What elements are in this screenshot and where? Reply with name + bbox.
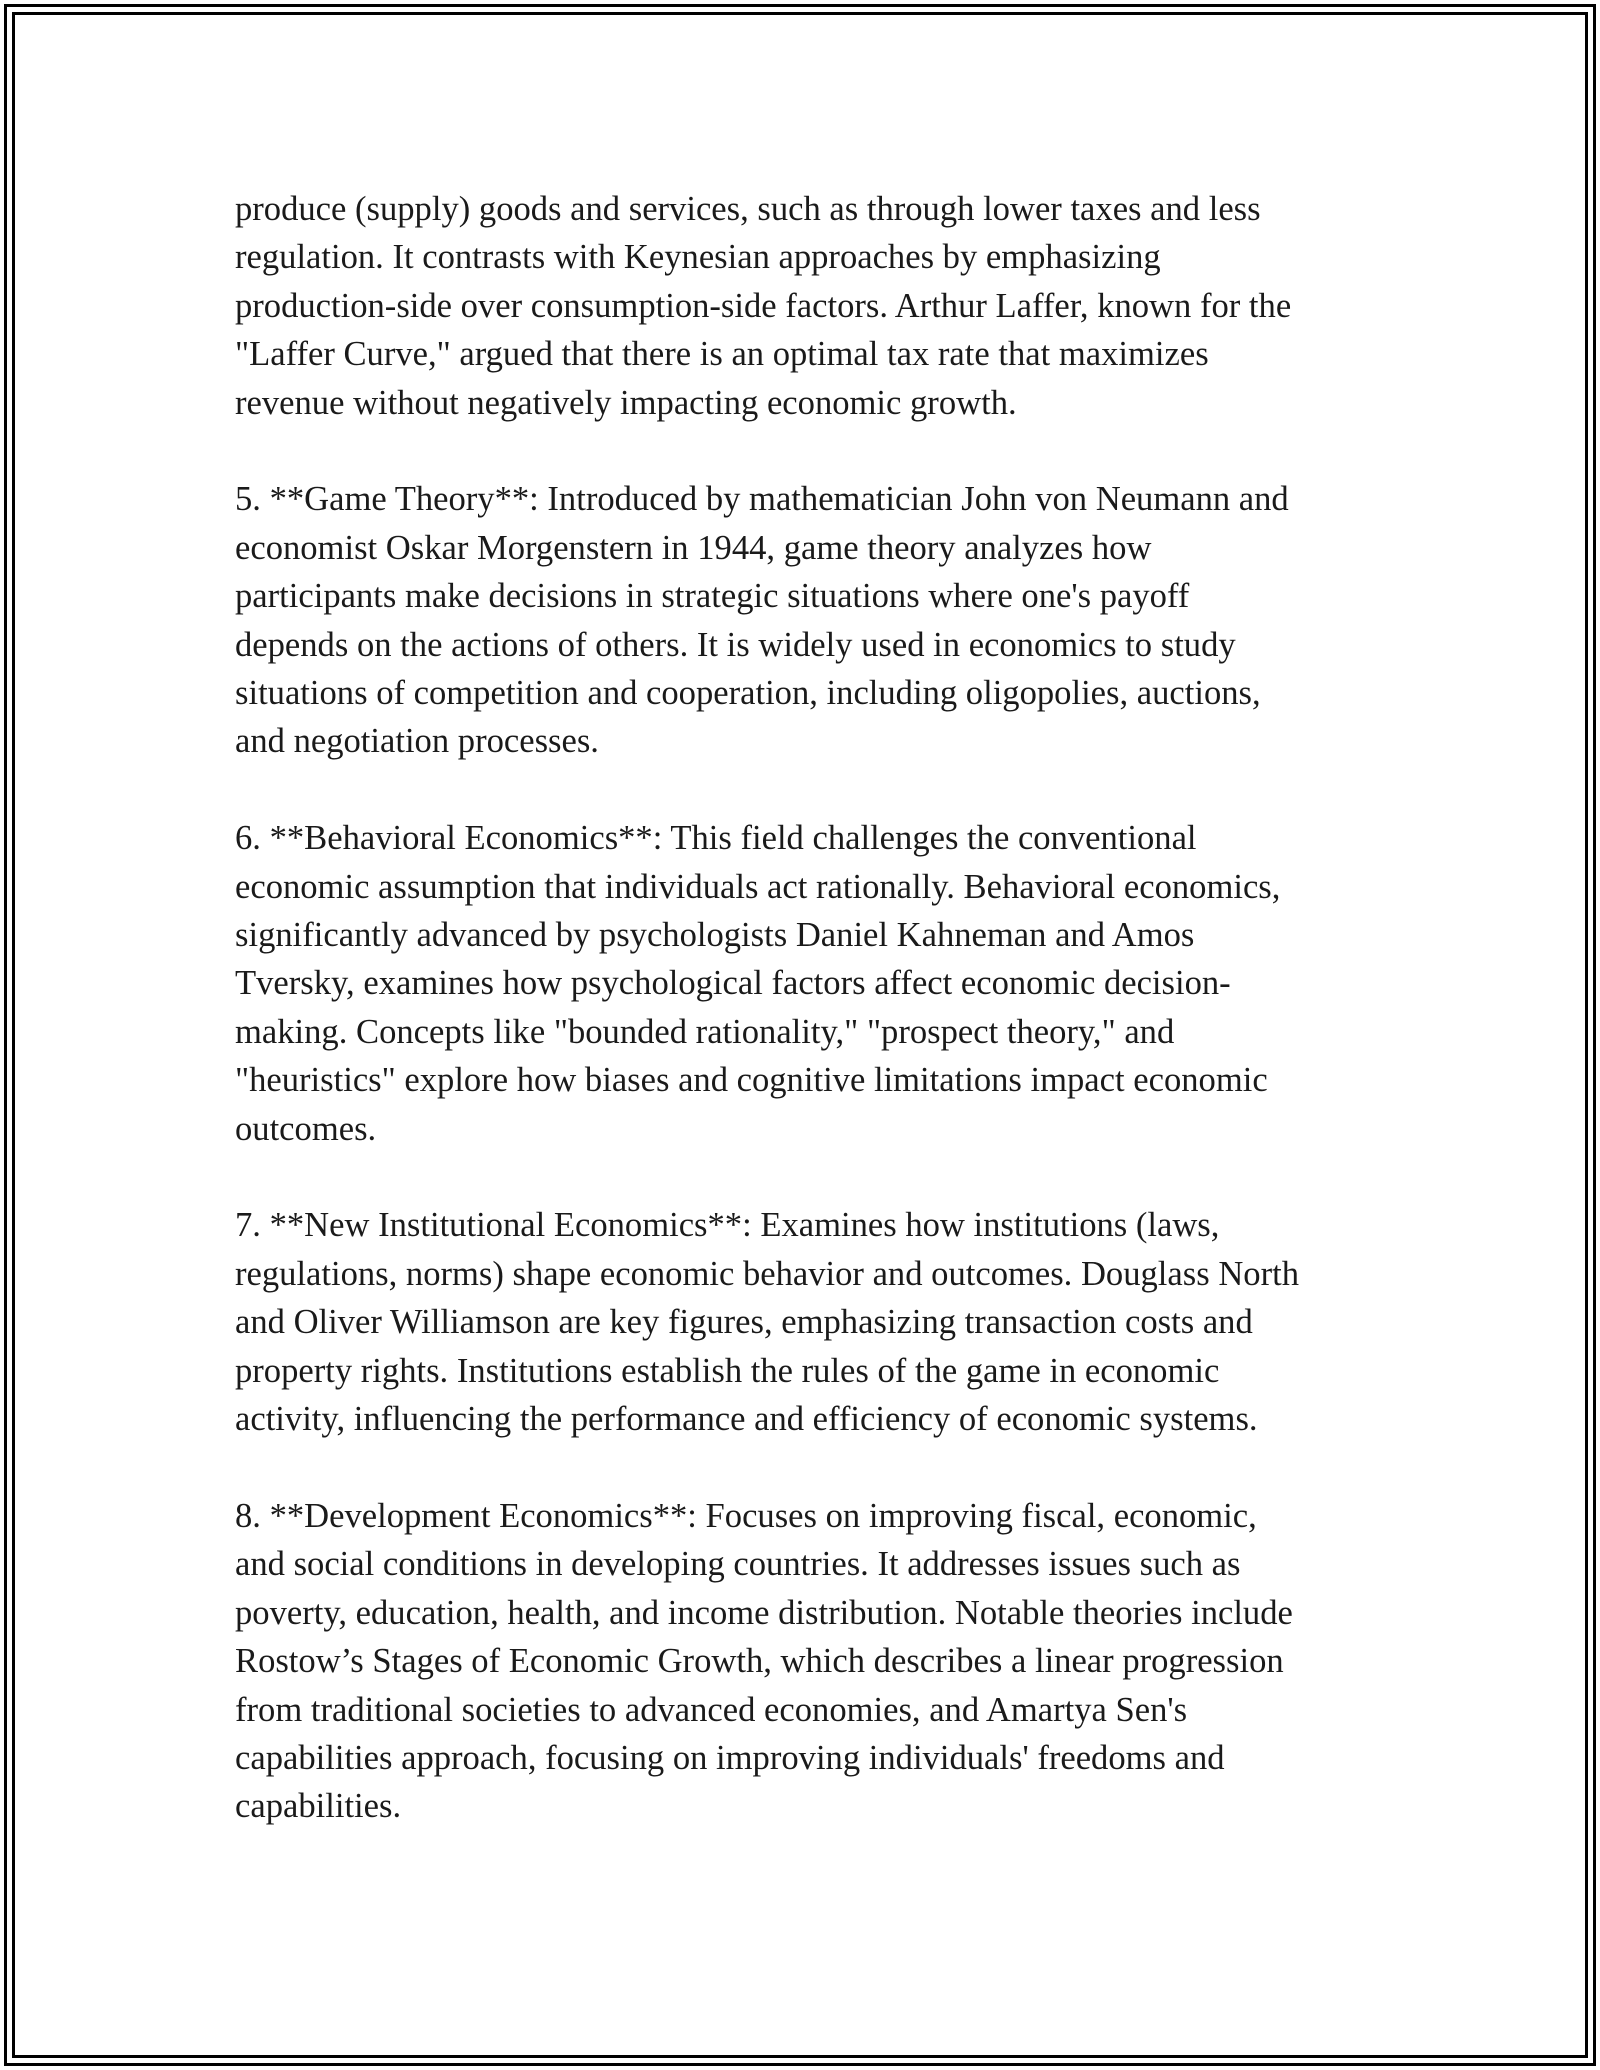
paragraph-behavioral-economics: 6. **Behavioral Economics**: This field challenges the conventional economic assumption that individuals act rationally. Behavioral economics, significantly advanced by psychologists Daniel Kahneman and Amos Tversky, examines how psychological factors affect economic decision- making. Concepts like "bounded rationality," "prospect theory," and "heuristics" explore how biases and cognitive limitations impact economic outcomes. (235, 819, 1281, 1148)
paragraph-supply-side-continued: produce (supply) goods and services, such as through lower taxes and less regulation. It contrasts with Keynesian approaches by emphasizing production-side over consumption-side factors. Arthur Laffer, known for the "Laffer Curve," argued that there is an optimal tax rate that maximizes revenue without negatively impacting economic growth. (235, 190, 1292, 422)
document-body (235, 185, 1375, 1831)
paragraph-new-institutional-economics: 7. **New Institutional Economics**: Examines how institutions (laws, regulations, norms) shape economic behavior and outcomes. Douglass North and Oliver Williamson are key figures, emphasizing transaction costs and property rights. Institutions establish the rules of the game in economic activity, influencing the performance and efficiency of economic systems. (235, 1206, 1299, 1439)
paragraph-development-economics: 8. **Development Economics**: Focuses on improving fiscal, economic, and social conditions in developing countries. It addresses issues such as poverty, education, health, and income distribution. Notable theories include Rostow’s Stages of Economic Growth, which describes a linear progression from traditional societies to advanced economies, and Amartya Sen's capabilities approach, focusing on improving individuals' freedoms and capabilities. (235, 1496, 1293, 1826)
paragraph-game-theory: 5. **Game Theory**: Introduced by mathematician John von Neumann and economist Oskar Morgenstern in 1944, game theory analyzes how participants make decisions in strategic situations where one's payoff depends on the actions of others. It is widely used in economics to study situations of competition and cooperation, including oligopolies, auctions, and negotiation processes. (235, 480, 1289, 761)
